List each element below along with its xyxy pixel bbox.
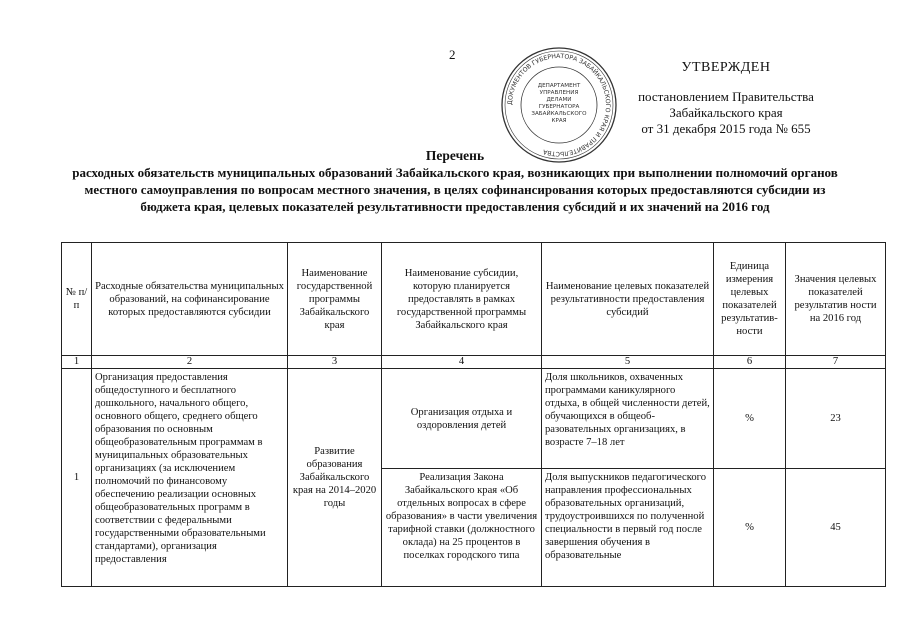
obligation-cell: Организация предоставления общедоступного и бесплатного дошкольного, начального общего, основного общего, среднего общего образования по основным общеобразовательным программам в муниципальных образовательных организациях (за исключением полномочий по финансовому обеспечению реализации основных общеобразовательных программ в соответствии с федеральными государственными образовательными стандартами), организация предоставления: [92, 369, 288, 587]
svg-text:ДОКУМЕНТОВ ГУБЕРНАТОРА ЗАБАЙКА: ДОКУМЕНТОВ ГУБЕРНАТОРА ЗАБАЙКАЛЬСКОГО КРАЯ И ПРАВИТЕЛЬСТВА: [506, 52, 612, 158]
header-cell-number: № п/п: [62, 243, 92, 356]
header-cell-obligation: Расходные обязательства муниципальных образований, на софинансирование которых предоставляются субсидии: [92, 243, 288, 356]
unit-cell: %: [714, 469, 786, 587]
indicator-cell: Доля школьников, охваченных программами каникулярного отдыха, в общей численности детей, обучающихся в общеоб-разовательных организациях, в возрасте 7–18 лет: [542, 369, 714, 469]
column-number: 6: [714, 356, 786, 369]
seal-center-line: КРАЯ: [551, 118, 567, 124]
indicator-cell: Доля выпускников педагогического направления профессиональных образовательных организаций, трудоустроившихся по полученной специальности в первый год после завершения обучения в образовательные: [542, 469, 714, 587]
subsidy-table: [61, 242, 886, 587]
approval-line-1: постановлением Правительства: [638, 89, 814, 104]
column-number: 5: [542, 356, 714, 369]
row-number: 1: [62, 369, 92, 587]
header-cell-unit: Единица измерения целевых показателей результатив-ности: [714, 243, 786, 356]
column-number: 3: [288, 356, 382, 369]
title-heading: Перечень: [425, 148, 485, 163]
seal-center-line: ЗАБАЙКАЛЬСКОГО: [531, 111, 587, 117]
document-title: [60, 147, 850, 215]
approval-stamp: [621, 60, 831, 137]
header-cell-subsidy: Наименование субсидии, которую планируется предоставлять в рамках государственной программы Забайкальского края: [382, 243, 542, 356]
title-subtitle: расходных обязательств муниципальных образований Забайкальского края, возникающих при выполнении полномочий органов местного самоуправления по вопросам местного значения, в целях софинансирования которых предоставляются субсидии из бюджета края, целевых показателей результативности предоставления субсидий и их значений на 2016 год: [72, 165, 838, 214]
approved-label: УТВЕРЖДЕН: [681, 60, 771, 75]
unit-cell: %: [714, 369, 786, 469]
seal-center-line: УПРАВЛЕНИЯ: [539, 90, 579, 96]
column-number: 7: [786, 356, 886, 369]
subsidy-cell: Реализация Закона Забайкальского края «Об отдельных вопросах в сфере образования» в части увеличения тарифной ставки (должностного оклада) на 25 процентов в поселках городского типа: [382, 469, 542, 587]
seal-center-line: ГУБЕРНАТОРА: [538, 104, 580, 110]
table-row: [62, 369, 886, 469]
program-cell: Развитие образования Забайкальского края на 2014–2020 годы: [288, 369, 382, 587]
table-header-row: [62, 243, 886, 356]
page-number: 2: [449, 47, 456, 62]
header-cell-value: Значения целевых показателей результатив ности на 2016 год: [786, 243, 886, 356]
value-cell: 23: [786, 369, 886, 469]
column-number: 4: [382, 356, 542, 369]
column-number: 1: [62, 356, 92, 369]
column-number: 2: [92, 356, 288, 369]
header-cell-indicator: Наименование целевых показателей результативности предоставления субсидий: [542, 243, 714, 356]
seal-center-line: ДЕЛАМИ: [546, 97, 572, 103]
approval-line-2: Забайкальского края: [669, 105, 783, 120]
seal-center-line: ДЕПАРТАМЕНТ: [537, 83, 581, 89]
subsidy-cell: Организация отдыха и оздоровления детей: [382, 369, 542, 469]
header-cell-program: Наименование государственной программы Забайкальского края: [288, 243, 382, 356]
column-number-row: [62, 356, 886, 369]
approval-line-3: от 31 декабря 2015 года № 655: [641, 121, 811, 136]
value-cell: 45: [786, 469, 886, 587]
